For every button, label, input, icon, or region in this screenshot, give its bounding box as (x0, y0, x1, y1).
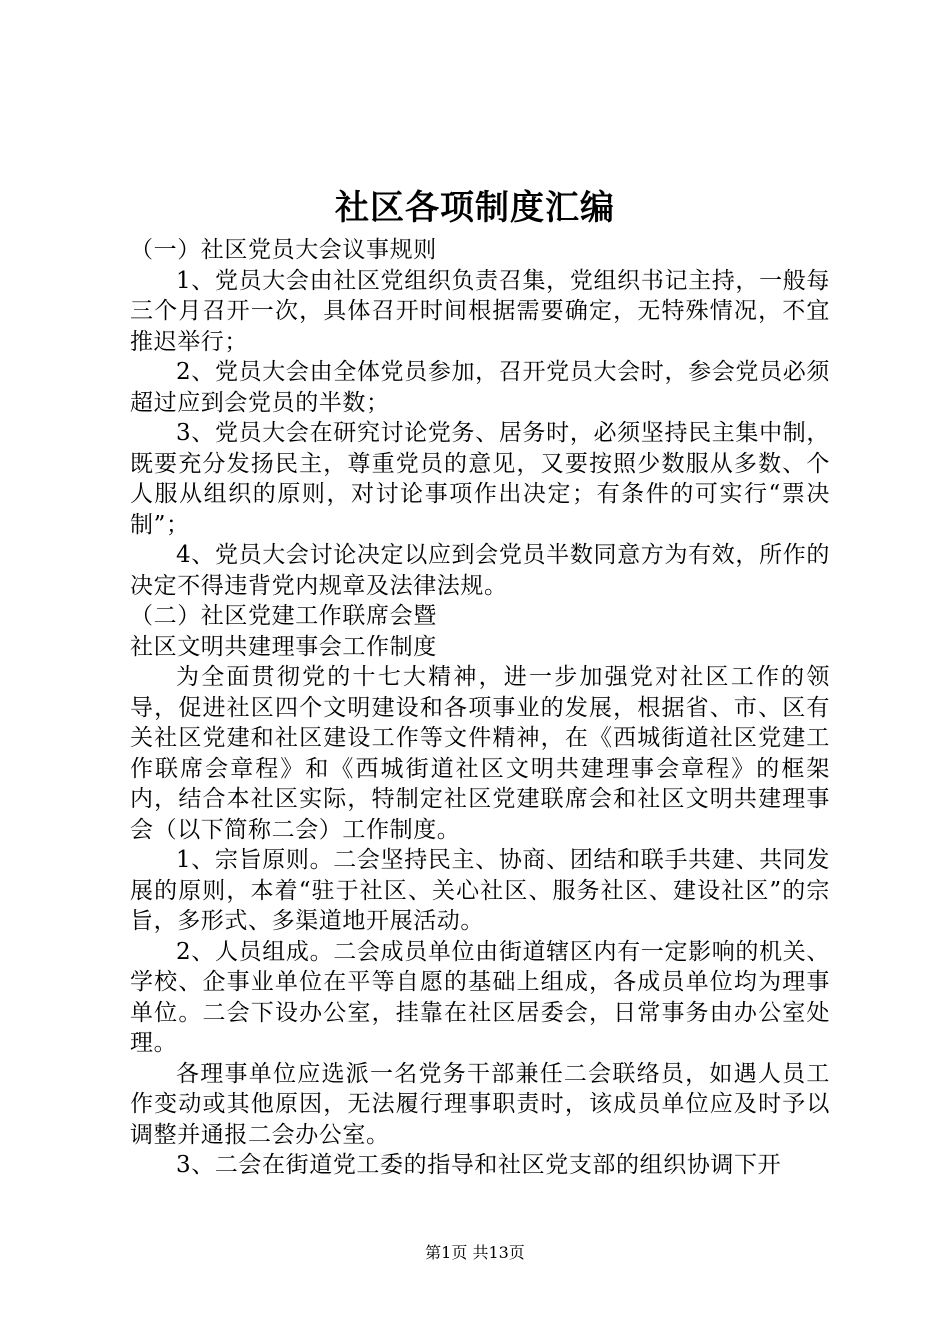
document-title: 社区各项制度汇编 (335, 188, 615, 228)
paragraph: 4、党员大会讨论决定以应到会党员半数同意方为有效，所作的决定不得违背党内规章及法律法规。 (130, 542, 830, 599)
paragraph: 1、宗旨原则。二会坚持民主、协商、团结和联手共建、共同发展的原则，本着“驻于社区、关心社区、服务社区、建设社区”的宗旨，多形式、多渠道地开展活动。 (130, 847, 830, 934)
paragraph: 3、二会在街道党工委的指导和社区党支部的组织协调下开 (176, 1152, 782, 1178)
paragraph: 2、党员大会由全体党员参加，召开党员大会时，参会党员必须超过应到会党员的半数； (130, 359, 830, 416)
document-body (130, 235, 830, 1181)
paragraph: 为全面贯彻党的十七大精神，进一步加强党对社区工作的领导，促进社区四个文明建设和各项事业的发展，根据省、市、区有关社区党建和社区建设工作等文件精神，在《西城街道社区党建工作联席会章程》和《西城街道社区文明共建理事会章程》的框架内，结合本社区实际，特制定社区党建联席会和社区文明共建理事会（以下简称二会）工作制度。 (130, 664, 830, 843)
paragraph: 1、党员大会由社区党组织负责召集，党组织书记主持，一般每三个月召开一次，具体召开时间根据需要确定，无特殊情况，不宜推迟举行； (130, 267, 830, 355)
paragraph: 3、党员大会在研究讨论党务、居务时，必须坚持民主集中制，既要充分发扬民主，尊重党员的意见，又要按照少数服从多数、个人服从组织的原则，对讨论事项作出决定；有条件的可实行“票决制”； (130, 420, 830, 538)
paragraph: 各理事单位应选派一名党务干部兼任二会联络员，如遇人员工作变动或其他原因，无法履行理事职责时，该成员单位应及时予以调整并通报二会办公室。 (130, 1060, 830, 1148)
page-footer: 第1页 共13页 (425, 1243, 525, 1262)
section-heading-2-subtitle: 社区文明共建理事会工作制度 (130, 633, 437, 660)
paragraph: 2、人员组成。二会成员单位由街道辖区内有一定影响的机关、学校、企事业单位在平等自愿的基础上组成，各成员单位均为理事单位。二会下设办公室，挂靠在社区居委会，日常事务由办公室处理。 (130, 938, 830, 1056)
section-heading-2: （二）社区党建工作联席会暨 (130, 603, 437, 629)
section-heading-1: （一）社区党员大会议事规则 (130, 237, 437, 263)
